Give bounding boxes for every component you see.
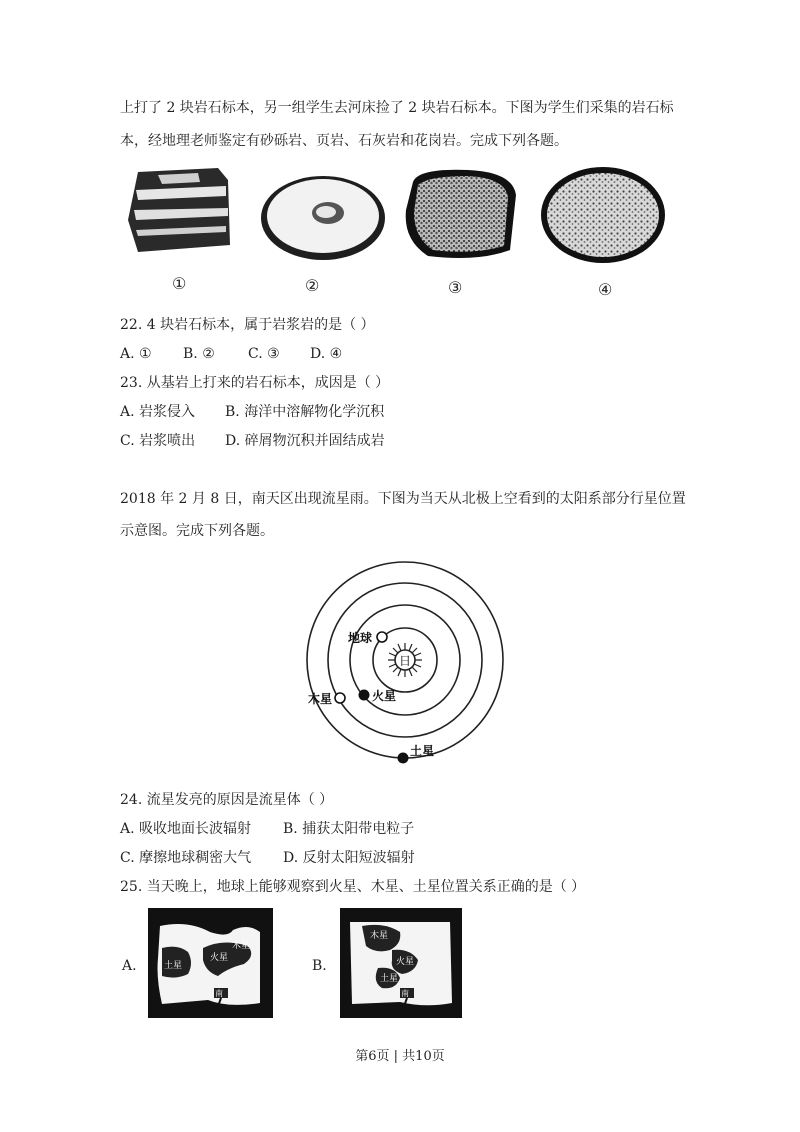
q25-stem: 25. 当天晚上，地球上能够观察到火星、木星、土星位置关系正确的是（ ） [120, 879, 586, 895]
q25-choice-a-sky[interactable] [148, 908, 273, 1018]
rock-images [118, 160, 698, 300]
saturn-label: 土星 [410, 744, 435, 758]
q24-option-b[interactable]: B. 捕获太阳带电粒子 [283, 821, 415, 837]
sky-map-b [340, 908, 462, 1018]
rock-label-1: ① [172, 274, 187, 293]
q22-option-a[interactable]: A. ① [120, 346, 152, 362]
solar-system-diagram [290, 555, 520, 770]
q23-option-b[interactable]: B. 海洋中溶解物化学沉积 [225, 404, 385, 420]
q25-choice-b-sky[interactable] [340, 908, 462, 1018]
intro-line-2: 本，经地理老师鉴定有砂砾岩、页岩、石灰岩和花岗岩。完成下列各题。 [120, 133, 568, 149]
page-footer: 第6页 | 共10页 [355, 1049, 445, 1064]
rock-2-limestone [261, 176, 385, 260]
sky-b-jupiter: 木星 [370, 931, 389, 941]
sky-b-saturn: 土星 [380, 974, 399, 984]
solar-system-svg [290, 555, 520, 770]
sky-b-south: 南 [401, 989, 409, 998]
jupiter-marker [335, 693, 345, 703]
passage2-line-1: 2018 年 2 月 8 日，南天区出现流星雨。下图为当天从北极上空看到的太阳系部分行星位置 [120, 491, 686, 507]
rock-label-4: ④ [598, 280, 613, 299]
sky-a-saturn: 土星 [164, 961, 183, 971]
q22-option-b[interactable]: B. ② [183, 346, 215, 362]
q25-choice-b-letter[interactable]: B. [312, 958, 327, 974]
q23-stem: 23. 从基岩上打来的岩石标本，成因是（ ） [120, 375, 390, 391]
mars-marker [359, 690, 369, 700]
rock-3-conglomerate [406, 170, 516, 258]
passage2-line-2: 示意图。完成下列各题。 [120, 523, 274, 539]
q23-option-d[interactable]: D. 碎屑物沉积并固结成岩 [225, 433, 385, 449]
rock-label-3: ③ [448, 278, 463, 297]
earth-marker [377, 632, 387, 642]
q22-option-c[interactable]: C. ③ [248, 346, 280, 362]
q23-option-c[interactable]: C. 岩浆喷出 [120, 433, 196, 449]
q24-stem: 24. 流星发亮的原因是流星体（ ） [120, 792, 334, 808]
sun-label: 日 [398, 654, 412, 668]
rock-4-granite [541, 167, 665, 263]
rock-figure [118, 160, 698, 300]
q24-option-d[interactable]: D. 反射太阳短波辐射 [283, 850, 415, 866]
sky-a-jupiter: 木星 [232, 941, 251, 951]
sky-map-a [148, 908, 273, 1018]
q24-option-c[interactable]: C. 摩擦地球稠密大气 [120, 850, 252, 866]
rock-label-2: ② [305, 276, 320, 295]
q22-stem: 22. 4 块岩石标本，属于岩浆岩的是（ ） [120, 317, 375, 333]
intro-line-1: 上打了 2 块岩石标本，另一组学生去河床捡了 2 块岩石标本。下图为学生们采集的岩石标 [120, 100, 674, 116]
q24-option-a[interactable]: A. 吸收地面长波辐射 [120, 821, 252, 837]
q23-option-a[interactable]: A. 岩浆侵入 [120, 404, 196, 420]
q25-choice-a-letter[interactable]: A. [122, 958, 137, 974]
jupiter-label: 木星 [308, 692, 333, 706]
sky-b-mars: 火星 [396, 957, 415, 967]
rock-1-shale [128, 168, 230, 252]
sky-a-mars: 火星 [210, 953, 229, 963]
mars-label: 火星 [372, 689, 397, 703]
q22-option-d[interactable]: D. ④ [310, 346, 343, 362]
earth-label: 地球 [348, 631, 373, 645]
sky-a-south: 南 [215, 989, 223, 998]
saturn-marker [398, 753, 408, 763]
